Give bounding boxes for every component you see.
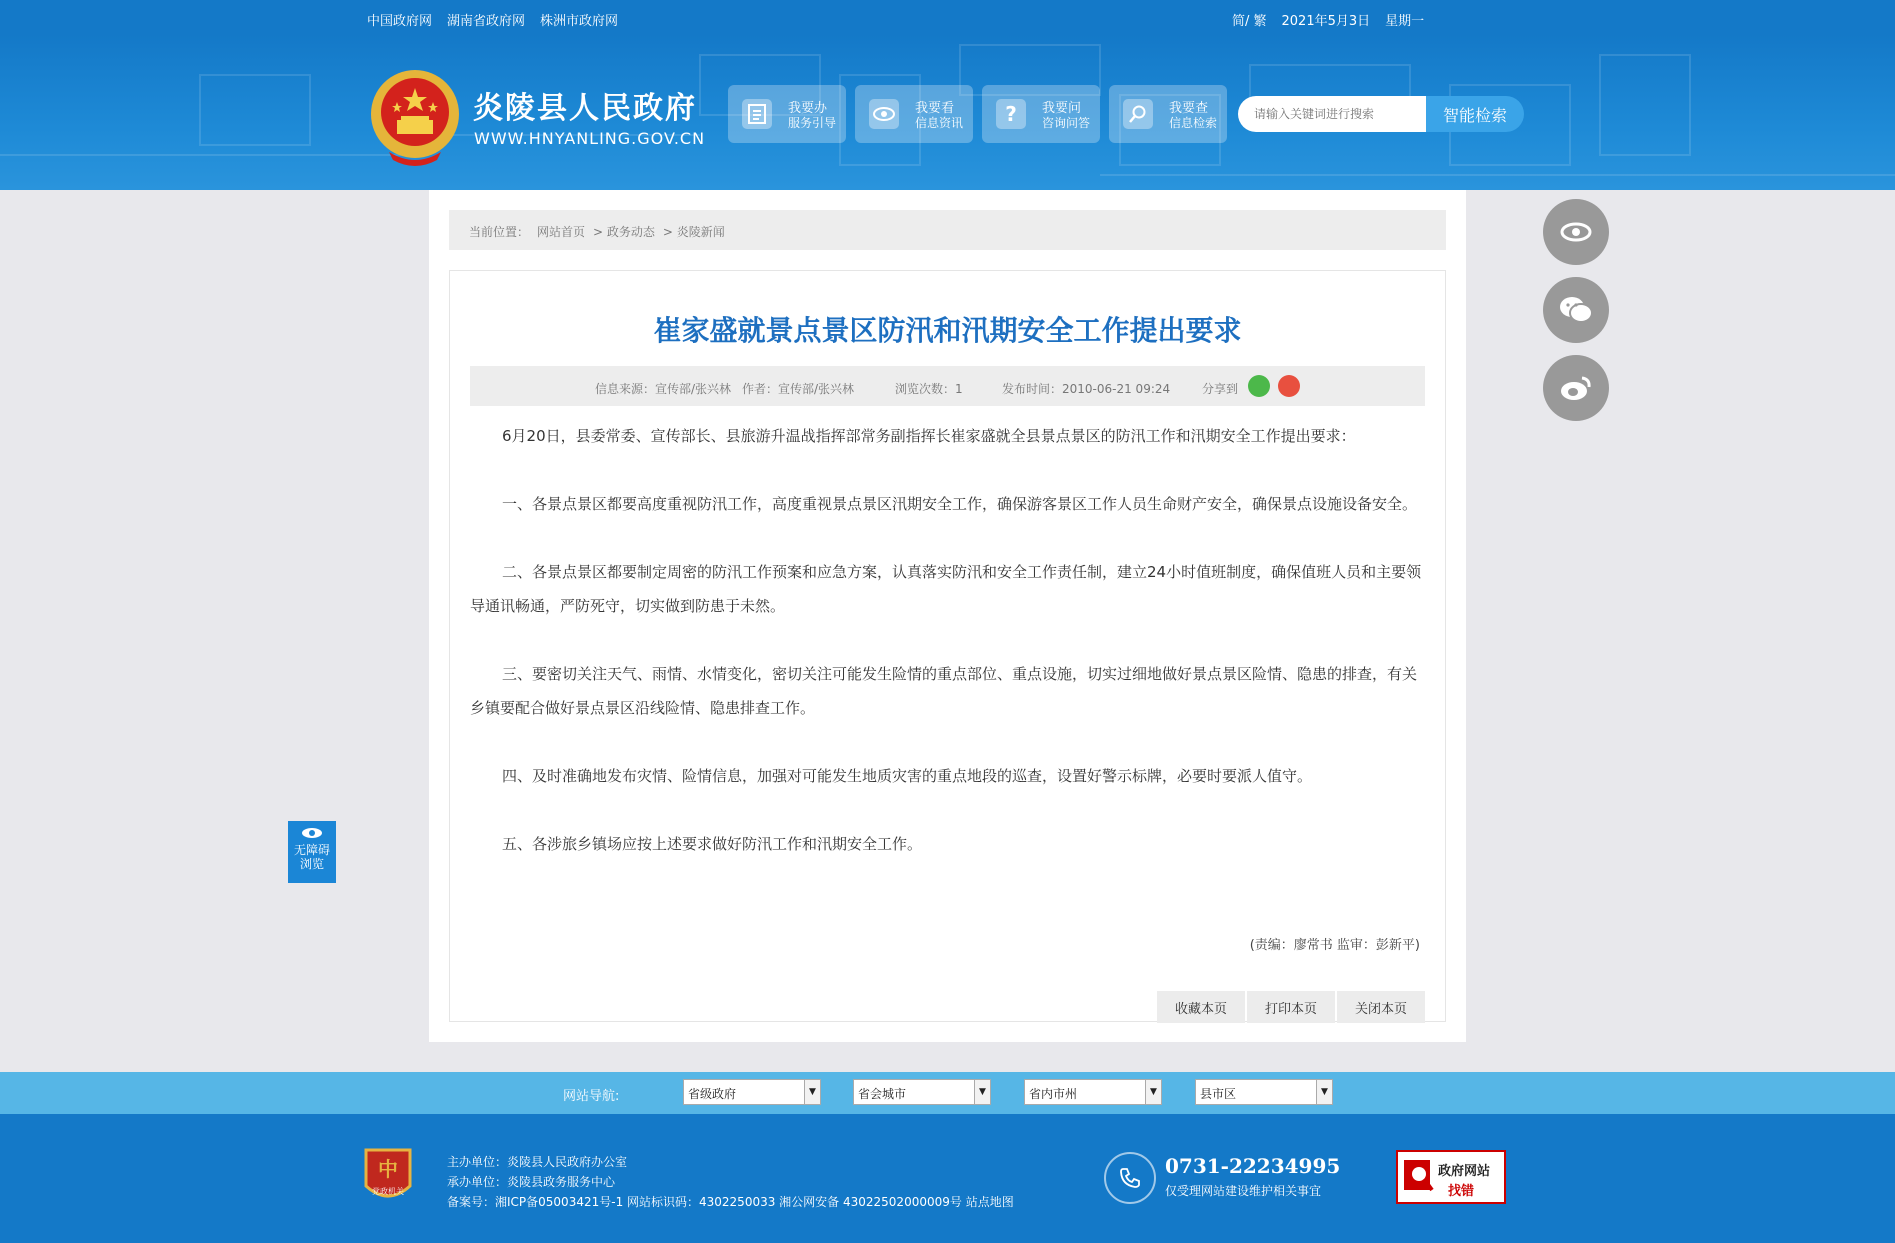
quick-button-subtitle: 咨询问答 xyxy=(1042,116,1091,130)
quick-button-search[interactable] xyxy=(1109,85,1227,143)
footer-info xyxy=(447,1152,1014,1212)
gov-links xyxy=(367,10,618,29)
report-error-subtitle: 找错 xyxy=(1448,1184,1475,1199)
quick-button-do[interactable] xyxy=(728,85,846,143)
eye-icon xyxy=(1560,222,1592,242)
gov-link[interactable]: 中国政府网 xyxy=(367,14,433,29)
site-header xyxy=(0,35,1895,190)
footer-record: 备案号：湘ICP备05003421号-1 网站标识码：4302250033 湘公网安备 43022502000009号 站点地图 xyxy=(447,1195,1014,1209)
chevron-down-icon: ▼ xyxy=(974,1080,990,1104)
county-select[interactable] xyxy=(1195,1079,1333,1105)
national-emblem-icon xyxy=(367,68,463,168)
question-icon: ? xyxy=(996,99,1026,129)
meta-source: 信息来源：宣传部/张兴林 xyxy=(595,382,732,396)
site-domain: WWW.HNYANLING.GOV.CN xyxy=(474,129,706,148)
chevron-down-icon: ▼ xyxy=(1316,1080,1332,1104)
float-weibo-button[interactable] xyxy=(1543,355,1609,421)
wechat-icon xyxy=(1559,296,1593,324)
bookmark-button[interactable]: 收藏本页 xyxy=(1157,991,1245,1023)
breadcrumb xyxy=(449,210,1446,250)
article xyxy=(449,270,1446,1022)
lang-switch[interactable]: 简/ 繁 xyxy=(1232,14,1267,29)
page-actions xyxy=(1157,991,1425,1023)
gov-link[interactable]: 湖南省政府网 xyxy=(447,14,526,29)
float-wechat-button[interactable] xyxy=(1543,277,1609,343)
top-bar-right xyxy=(1232,10,1424,29)
article-paragraph: 一、各景点景区都要高度重视防汛工作，高度重视景点景区汛期安全工作，确保游客景区工作人员生命财产安全，确保景点设施设备安全。 xyxy=(502,495,1418,513)
main-content xyxy=(429,190,1466,1042)
editor-credit: (责编：廖常书 监审：彭新平) xyxy=(1249,938,1420,953)
select-value: 县市区 xyxy=(1200,1087,1237,1101)
close-page-button[interactable]: 关闭本页 xyxy=(1337,991,1425,1023)
document-icon xyxy=(742,99,772,129)
site-name: 炎陵县人民政府 xyxy=(473,91,697,126)
article-meta xyxy=(470,366,1425,406)
quick-button-title: 我要问 xyxy=(1042,101,1082,116)
magnifier-icon xyxy=(1404,1160,1434,1194)
meta-views: 浏览次数：1 xyxy=(895,382,963,396)
report-error-title: 政府网站 xyxy=(1438,1164,1491,1179)
article-paragraph: 6月20日，县委常委、宣传部长、县旅游升温战指挥部常务副指挥长崔家盛就全县景点景区的防汛工作和汛期安全工作提出要求： xyxy=(502,427,1356,445)
wechat-share-icon[interactable] xyxy=(1248,375,1270,397)
eye-icon xyxy=(869,99,899,129)
quick-button-subtitle: 服务引导 xyxy=(788,116,837,130)
svg-text:中: 中 xyxy=(378,1157,398,1181)
float-eye-button[interactable] xyxy=(1543,199,1609,265)
article-body xyxy=(470,419,1425,895)
select-value: 省会城市 xyxy=(858,1087,907,1101)
share-label: 分享到 xyxy=(1202,382,1239,396)
province-city-select[interactable] xyxy=(1024,1079,1162,1105)
quick-button-ask[interactable] xyxy=(982,85,1100,143)
breadcrumb-link[interactable]: 网站首页 xyxy=(537,225,586,239)
capital-city-select[interactable] xyxy=(853,1079,991,1105)
quick-button-subtitle: 信息检索 xyxy=(1169,116,1218,130)
gov-link[interactable]: 株洲市政府网 xyxy=(540,14,619,29)
weibo-share-icon[interactable] xyxy=(1278,375,1300,397)
article-title: 崔家盛就景点景区防汛和汛期安全工作提出要求 xyxy=(653,314,1242,347)
print-button[interactable]: 打印本页 xyxy=(1247,991,1335,1023)
date-text: 2021年5月3日 xyxy=(1281,14,1371,29)
footer-organizer: 承办单位：炎陵县政务服务中心 xyxy=(447,1175,616,1189)
breadcrumb-label: 当前位置： xyxy=(469,225,530,239)
breadcrumb-link[interactable]: > 炎陵新闻 xyxy=(662,225,725,239)
accessibility-button[interactable] xyxy=(288,821,336,883)
eye-icon xyxy=(301,827,323,839)
accessibility-label: 浏览 xyxy=(299,857,324,871)
site-nav-label: 网站导航: xyxy=(563,1089,620,1104)
chevron-down-icon: ▼ xyxy=(1145,1080,1161,1104)
site-nav-bar xyxy=(0,1072,1895,1114)
select-value: 省级政府 xyxy=(688,1087,737,1101)
footer-host: 主办单位：炎陵县人民政府办公室 xyxy=(447,1155,628,1169)
article-paragraph: 二、各景点景区都要制定周密的防汛工作预案和应急方案，认真落实防汛和安全工作责任制，建立24小时值班制度，确保值班人员和主要领导通讯畅通，严防死守，切实做到防患于未然。 xyxy=(470,563,1422,615)
meta-published: 发布时间：2010-06-21 09:24 xyxy=(1002,382,1171,396)
breadcrumb-link[interactable]: > 政务动态 xyxy=(593,225,655,239)
article-paragraph: 三、要密切关注天气、雨情、水情变化，密切关注可能发生险情的重点部位、重点设施，切实过细地做好景点景区险情、隐患的排查，有关乡镇要配合做好景点景区沿线险情、隐患排查工作。 xyxy=(470,665,1418,717)
top-bar xyxy=(0,0,1895,35)
quick-button-title: 我要看 xyxy=(915,101,955,116)
quick-button-view[interactable] xyxy=(855,85,973,143)
weekday-text: 星期一 xyxy=(1385,14,1425,29)
site-footer xyxy=(0,1114,1895,1243)
party-gov-badge-icon[interactable] xyxy=(362,1146,414,1206)
weibo-icon xyxy=(1560,375,1592,401)
article-paragraph: 四、及时准确地发布灾情、险情信息，加强对可能发生地质灾害的重点地段的巡查，设置好警示标牌，必要时要派人值守。 xyxy=(502,767,1313,785)
select-value: 省内市州 xyxy=(1029,1087,1078,1101)
phone-note: 仅受理网站建设维护相关事宜 xyxy=(1165,1184,1322,1198)
quick-button-subtitle: 信息资讯 xyxy=(915,116,964,130)
search-input[interactable] xyxy=(1238,96,1428,132)
quick-button-title: 我要查 xyxy=(1169,101,1209,116)
meta-author: 作者：宣传部/张兴林 xyxy=(742,382,855,396)
search-button[interactable]: 智能检索 xyxy=(1426,96,1524,132)
search-box xyxy=(1238,96,1524,132)
accessibility-label: 无障碍 xyxy=(293,843,330,857)
report-error-button[interactable] xyxy=(1396,1150,1506,1204)
province-gov-select[interactable] xyxy=(683,1079,821,1105)
chevron-down-icon: ▼ xyxy=(804,1080,820,1104)
contact-phone: 0731-22234995 xyxy=(1165,1154,1341,1178)
phone-icon xyxy=(1104,1152,1156,1204)
article-paragraph: 五、各涉旅乡镇场应按上述要求做好防汛工作和汛期安全工作。 xyxy=(502,835,923,853)
search-icon xyxy=(1123,99,1153,129)
badge-text: 党政机关 xyxy=(372,1187,404,1196)
quick-button-title: 我要办 xyxy=(788,101,828,116)
